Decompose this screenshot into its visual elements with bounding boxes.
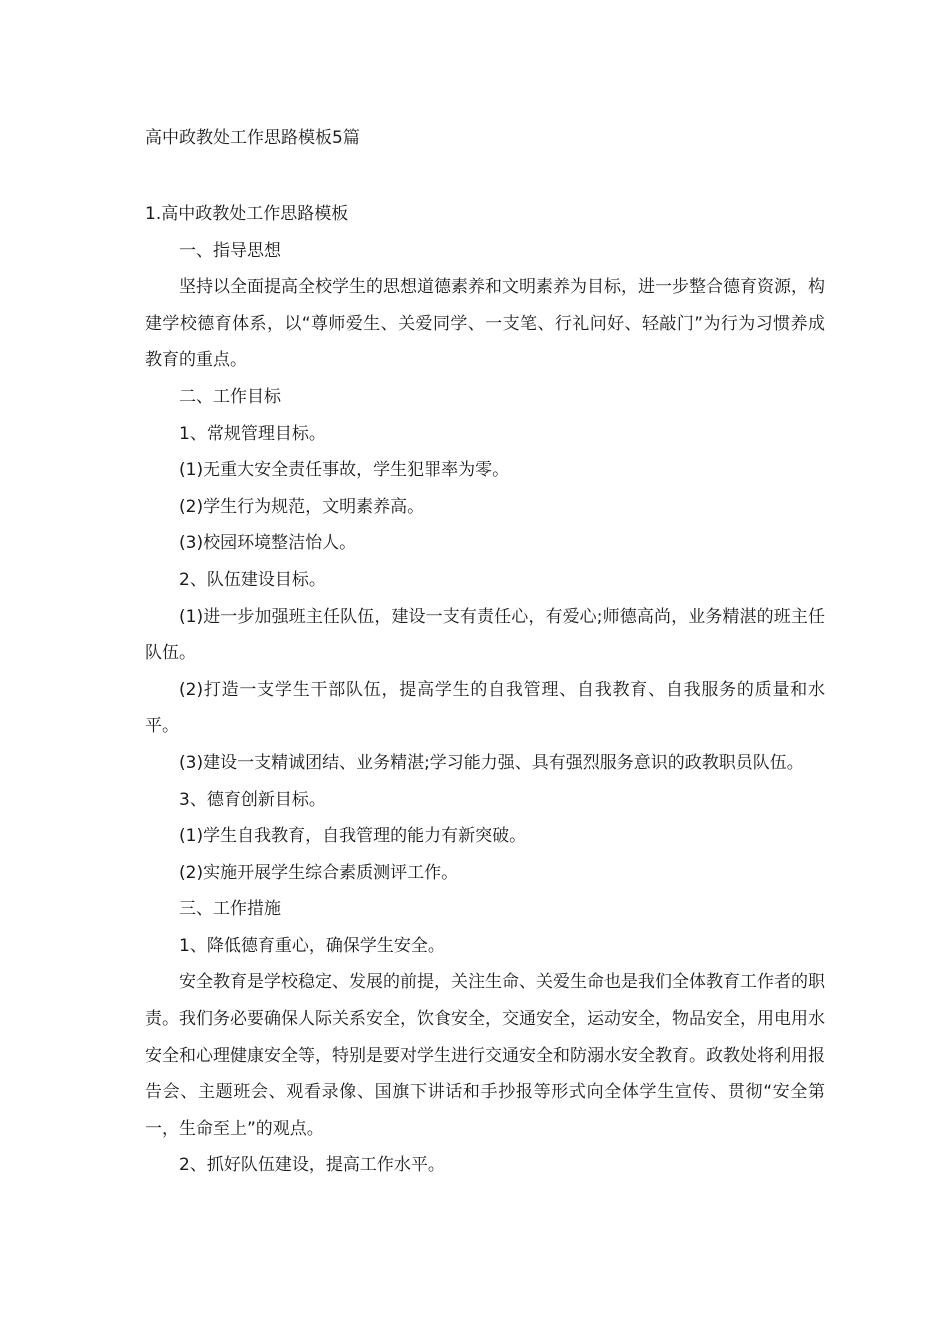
- heading-work-measures: 三、工作措施: [179, 899, 281, 920]
- paragraph-safety: 安全教育是学校稳定、发展的前提，关注生命、关爱生命也是我们全体教育工作者的职责。我们务必要确保人际关系安全，饮食安全，交通安全，运动安全，物品安全，用电用水安全和心理健康安全等，特别是要对学生进行交通安全和防溺水安全教育。政教处将利用报告会、主题班会、观看录像、国旗下讲话和手抄报等形式向全体学生宣传、贯彻“安全第一，生命至上”的观点。: [145, 972, 825, 1139]
- subheading-safety: 1、降低德育重心，确保学生安全。: [179, 935, 445, 956]
- subheading-team-goals: 2、队伍建设目标。: [179, 569, 326, 590]
- list-item: (2)打造一支学生干部队伍，提高学生的自我管理、自我教育、自我服务的质量和水平。: [145, 679, 825, 737]
- subheading-team-building: 2、抓好队伍建设，提高工作水平。: [179, 1155, 445, 1176]
- list-item: (1)进一步加强班主任队伍，建设一支有责任心，有爱心;师德高尚，业务精湛的班主任队伍。: [145, 606, 825, 664]
- list-item: (3)建设一支精诚团结、业务精湛;学习能力强、具有强烈服务意识的政教职员队伍。: [179, 752, 804, 773]
- list-item: (1)无重大安全责任事故，学生犯罪率为零。: [179, 460, 510, 481]
- subheading-routine-goals: 1、常规管理目标。: [179, 423, 326, 444]
- heading-guiding-thought: 一、指导思想: [179, 240, 281, 261]
- section-heading-1: 1.高中政教处工作思路模板: [145, 204, 349, 224]
- paragraph-guiding-thought: 坚持以全面提高全校学生的思想道德素养和文明素养为目标，进一步整合德育资源，构建学校德育体系，以“尊师爱生、关爱同学、一支笔、行礼问好、轻敲门”为行为习惯养成教育的重点。: [145, 277, 825, 371]
- list-item: (3)校园环境整洁怡人。: [179, 533, 357, 554]
- document-title: 高中政教处工作思路模板5篇: [145, 128, 360, 148]
- list-item: (1)学生自我教育，自我管理的能力有新突破。: [179, 826, 527, 847]
- list-item: (2)实施开展学生综合素质测评工作。: [179, 862, 459, 883]
- heading-work-goals: 二、工作目标: [179, 386, 281, 407]
- list-item: (2)学生行为规范，文明素养高。: [179, 496, 425, 517]
- document-body: [145, 196, 825, 1184]
- subheading-innovation-goals: 3、德育创新目标。: [179, 789, 326, 810]
